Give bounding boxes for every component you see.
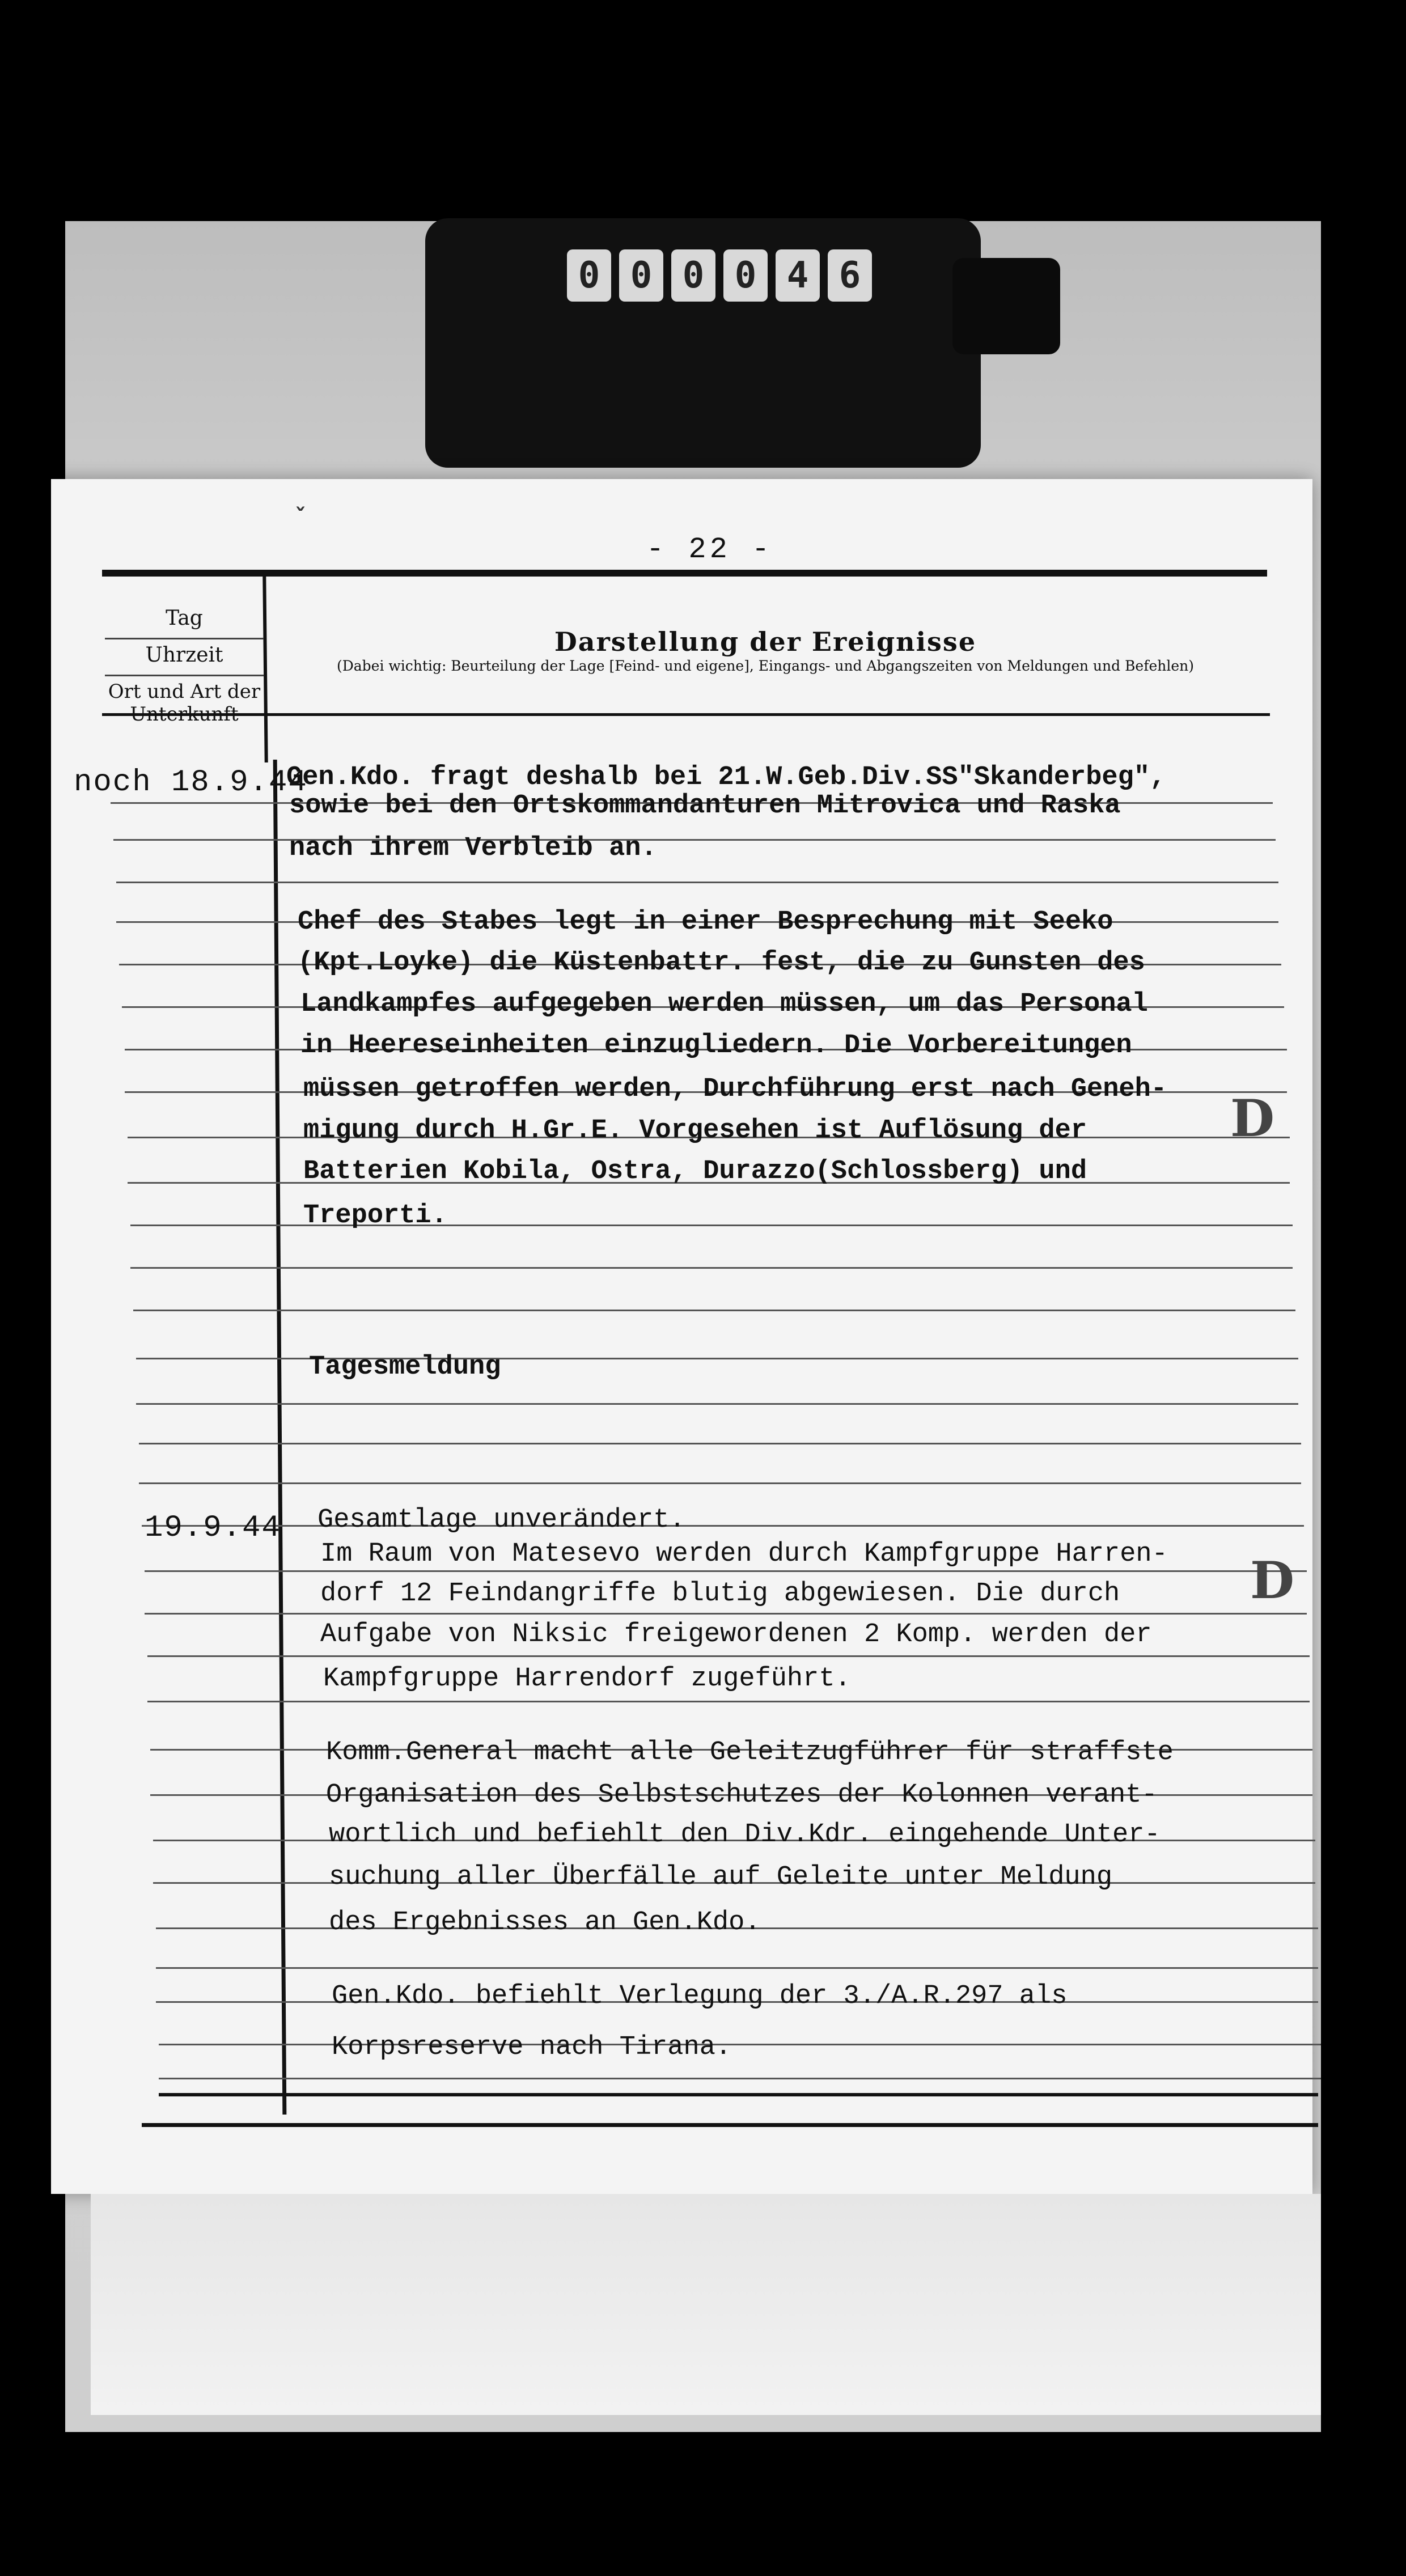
entry-date: noch 18.9.44 bbox=[74, 765, 308, 800]
text-line: Gesamtlage unverändert. bbox=[317, 1505, 685, 1535]
text-line: müssen getroffen werden, Durchführung erst nach Geneh- bbox=[303, 1074, 1167, 1104]
text-line: Aufgabe von Niksic freigewordenen 2 Komp. werden der bbox=[320, 1620, 1152, 1650]
row-line bbox=[156, 1967, 1318, 1969]
text-line: Organisation des Selbstschutzes der Kolonnen verant- bbox=[326, 1780, 1158, 1810]
header-subtitle: (Dabei wichtig: Beurteilung der Lage [Feind- und eigene], Eingangs- und Abgangszeiten von Meldungen und Befehlen) bbox=[336, 658, 1195, 674]
counter-digit: 4 bbox=[776, 249, 820, 302]
header-title: Darstellung der Ereignisse bbox=[554, 626, 977, 657]
row-line bbox=[136, 1403, 1298, 1405]
page-number: - 22 - bbox=[646, 533, 773, 566]
bottom-rule bbox=[159, 2093, 1318, 2096]
entry-date: 19.9.44 bbox=[145, 1511, 281, 1545]
text-line: Batterien Kobila, Ostra, Durazzo(Schlossberg) und bbox=[303, 1156, 1087, 1187]
header-ort: Ort und Art der bbox=[108, 680, 261, 703]
text-line: migung durch H.Gr.E. Vorgesehen ist Auflösung der bbox=[303, 1116, 1087, 1146]
counter-digit: 0 bbox=[619, 249, 663, 302]
text-line: Korpsreserve nach Tirana. bbox=[332, 2032, 732, 2062]
row-line bbox=[147, 1701, 1310, 1702]
header-top-rule bbox=[102, 570, 1267, 577]
header-left-rule bbox=[105, 675, 264, 676]
row-line bbox=[130, 1267, 1293, 1269]
row-line bbox=[139, 1482, 1301, 1484]
row-line bbox=[142, 1525, 1304, 1527]
text-line: des Ergebnisses an Gen.Kdo. bbox=[329, 1908, 761, 1938]
text-line: suchung aller Überfälle auf Geleite unter Meldung bbox=[329, 1862, 1113, 1892]
counter-digit: 0 bbox=[723, 249, 768, 302]
text-line: in Heereseinheiten einzugliedern. Die Vorbereitungen bbox=[300, 1031, 1132, 1061]
tagesmeldung-heading: Tagesmeldung bbox=[309, 1352, 501, 1382]
counter-digit: 6 bbox=[828, 249, 872, 302]
text-line: Chef des Stabes legt in einer Besprechung mit Seeko bbox=[298, 907, 1113, 937]
row-line bbox=[145, 1613, 1307, 1615]
counter-digit: 0 bbox=[567, 249, 611, 302]
header-uhrzeit: Uhrzeit bbox=[145, 643, 223, 667]
counter-digit: 0 bbox=[671, 249, 715, 302]
staple-mark: ˇ bbox=[295, 505, 306, 531]
text-line: sowie bei den Ortskommandanturen Mitrovica und Raska bbox=[289, 791, 1121, 821]
text-line: Kampfgruppe Harrendorf zugeführt. bbox=[323, 1664, 851, 1694]
text-line: Komm.General macht alle Geleitzugführer für straffste bbox=[326, 1738, 1174, 1768]
row-line bbox=[139, 1443, 1301, 1444]
text-line: Landkampfes aufgegeben werden müssen, um das Personal bbox=[300, 989, 1148, 1019]
row-line bbox=[147, 1655, 1310, 1657]
header-left-rule bbox=[105, 638, 264, 639]
text-line: Im Raum von Matesevo werden durch Kampfgruppe Harren- bbox=[320, 1539, 1168, 1569]
text-line: Gen.Kdo. fragt deshalb bei 21.W.Geb.Div.SS"Skanderbeg", bbox=[286, 762, 1166, 793]
row-line bbox=[113, 839, 1276, 841]
header-unterkunft: Unterkunft bbox=[130, 703, 239, 726]
row-line bbox=[116, 882, 1278, 883]
header-bottom-rule bbox=[102, 713, 1270, 716]
text-line: wortlich und befiehlt den Div.Kdr. eingehende Unter- bbox=[329, 1820, 1161, 1850]
margin-mark: D bbox=[1230, 1088, 1275, 1149]
text-line: (Kpt.Loyke) die Küstenbattr. fest, die zu Gunsten des bbox=[298, 948, 1145, 978]
frame-counter-digits bbox=[567, 249, 872, 302]
frame-counter-tab bbox=[952, 258, 1060, 354]
bottom-rule bbox=[142, 2123, 1318, 2127]
page-bottom-strip bbox=[91, 2194, 1321, 2415]
text-line: dorf 12 Feindangriffe blutig abgewiesen. Die durch bbox=[320, 1579, 1120, 1609]
header-tag: Tag bbox=[166, 607, 203, 630]
margin-mark: D bbox=[1250, 1550, 1295, 1611]
row-line bbox=[145, 1570, 1307, 1572]
text-line: Gen.Kdo. befiehlt Verlegung der 3./A.R.297 als bbox=[332, 1981, 1068, 2011]
row-line bbox=[133, 1310, 1295, 1311]
text-line: nach ihrem Verbleib an. bbox=[289, 833, 657, 863]
text-line: Treporti. bbox=[303, 1201, 447, 1231]
row-line bbox=[159, 2078, 1321, 2079]
